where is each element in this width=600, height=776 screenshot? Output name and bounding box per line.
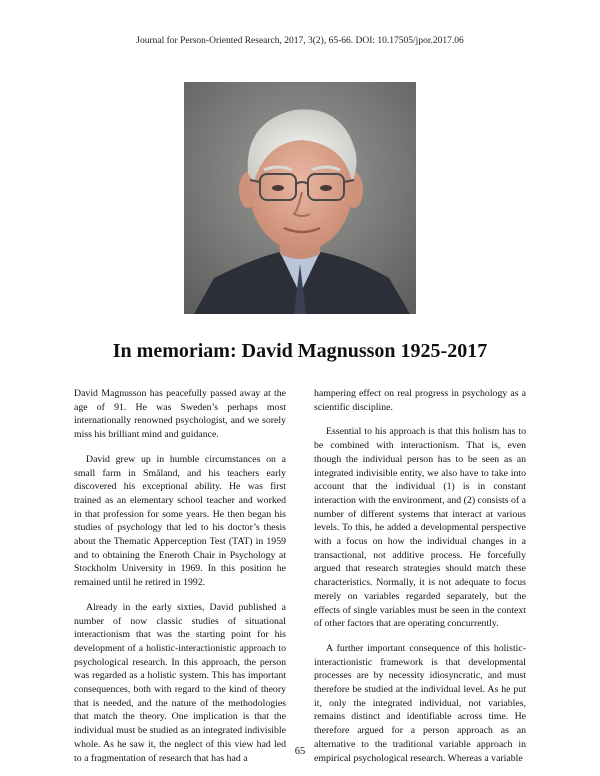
left-column [74,387,286,776]
paragraph: A further important consequence of this holistic-interactionistic framework is that developmental processes are by necessity idiosyncratic, and must therefore be studied at the individual level. As he put it, only the integrated individual, not variables, remains distinct and identifiable across time. He therefore argued for a person approach as an alternative to the traditional variable approach in empirical psychological research. Whereas a variable [314,642,526,764]
paragraph: hampering effect on real progress in psychology as a scientific discipline. [314,388,526,413]
right-column [314,387,526,776]
journal-citation-header: Journal for Person-Oriented Research, 2017, 3(2), 65-66. DOI: 10.17505/jpor.2017.06 [136,36,464,46]
paragraph: David Magnusson has peacefully passed away at the age of 91. He was Sweden’s perhaps most internationally renowned psychologist, and we sorely miss his brilliant mind and guidance. [74,388,286,441]
paragraph: Essential to his approach is that this holism has to be combined with interactionism. That is, even though the individual person has to be seen as an integrated indivisible entity, we also have to take into account that the individual (1) is in constant interaction with the environment, and (2) consists of a number of different systems that interact at various levels. To this, he added a developmental perspective with a focus on how the individual changes in a transactional, not additive process. He forcefully argued that research strategies should match these characteristics. Normally, it is not adequate to focus merely on variables regarded separately, but the effects of single variables must be seen in the context of other factors that are operating concurrently. [314,426,526,630]
paragraph: David grew up in humble circumstances on a small farm in Småland, and his teachers early discovered his exceptional ability. He was first trained as an elementary school teacher and worked in that profession for some years. He then began his studies of psychology that led to his doctor’s thesis about the Thematic Apperception Test (TAT) in 1959 and to obtaining the Eneroth Chair in Psychology at Stockholm University in 1969. In this position he remained until he retired in 1992. [74,453,286,589]
article-title: In memoriam: David Magnusson 1925-2017 [112,340,488,362]
page-number: 65 [294,746,306,757]
portrait-photo [184,82,416,314]
paragraph: Already in the early sixties, David published a number of now classic studies of situational interactionism that was the starting point for his development of a holistic-interactionistic approach to psychological research. In this approach, the person was regarded as a holistic system. This has important consequences, both with regard to the kind of theory that is needed, and the nature of the methodologies that match the theory. One implication is that the individual must be studied as an integrated indivisible whole. As he saw it, the neglect of this view had led to a fragmentation of research that has had a [74,601,286,764]
